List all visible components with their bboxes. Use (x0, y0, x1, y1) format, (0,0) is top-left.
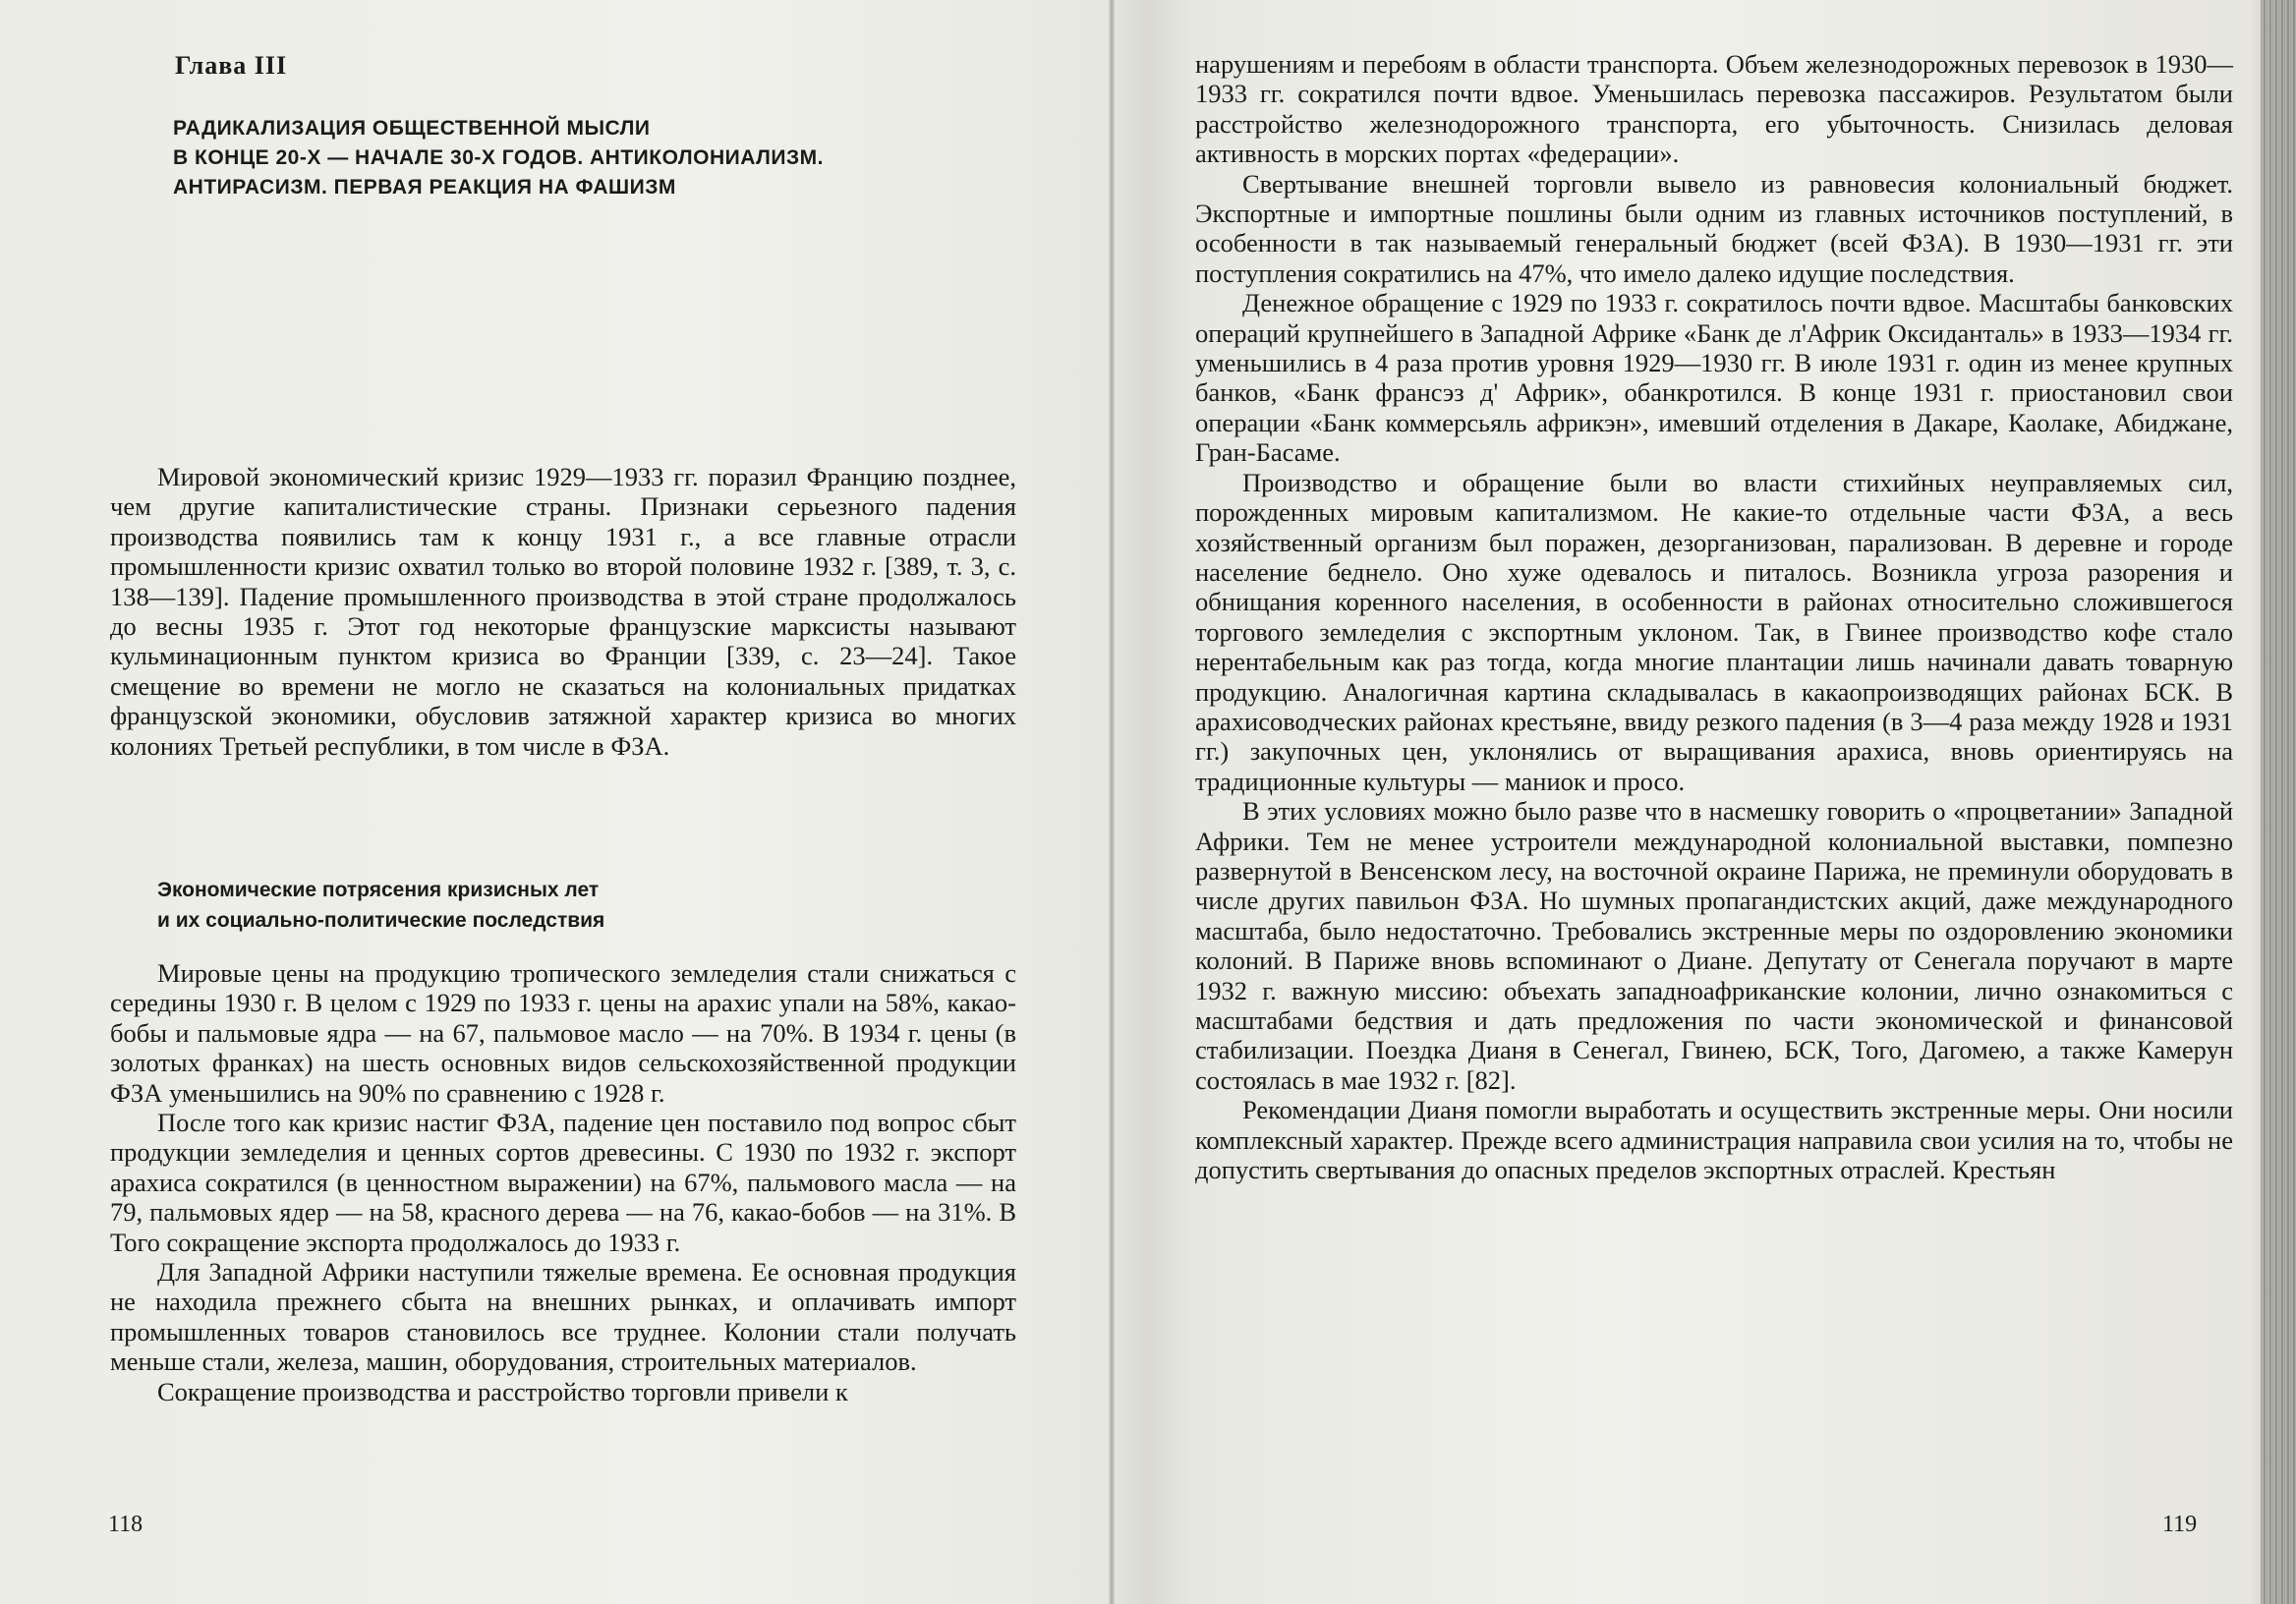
section-heading-line: Экономические потрясения кризисных лет (157, 879, 600, 901)
paragraph: В этих условиях можно было разве что в насмешку говорить о «процветании» Западной Африки. Тем не менее устроители международной колониальной выставки, помпезно развернутой в Венсенском лесу, на восточной окраине Парижа, не преминули оборудовать в числе других павильон ФЗА. Но шумных пропагандистских акций, даже международного масштаба, было недостаточно. Требовались экстренные меры по оздоровлению экономики колоний. В Париже вновь вспоминают о Диане. Депутату от Сенегала поручают в марте 1932 г. важную миссию: объехать западноафриканские колонии, лично ознакомиться с масштабами бедствия и дать предложения по части экономической и финансовой стабилизации. Поездка Дианя в Сенегал, Гвинею, БСК, Того, Дагомею, а также Камерун состоялась в мае 1932 г. [82]. (1195, 796, 2233, 1095)
paragraph: Сокращение производства и расстройство торговли привели к (157, 1376, 848, 1406)
chapter-title-line: РАДИКАЛИЗАЦИЯ ОБЩЕСТВЕННОЙ МЫСЛИ (173, 117, 651, 140)
paragraph: Свертывание внешней торговли вывело из равновесия колониальный бюджет. Экспортные и импортные пошлины были одним из главных источников поступлений, в особенности в так называемый генеральный бюджет (всей ФЗА). В 1930—1931 гг. эти поступления сократились на 47%, что имело далеко идущие последствия. (1195, 168, 2233, 288)
paragraph: Для Западной Африки наступили тяжелые времена. Ее основная продукция не находила прежнего сбыта на внешних рынках, и оплачивать импорт промышленных товаров становилось все труднее. Колонии стали получать меньше стали, железа, машин, оборудования, строительных материалов. (110, 1257, 1016, 1377)
section-heading (157, 875, 845, 936)
page-number: 119 (2162, 1512, 2198, 1537)
chapter-title-line: АНТИРАСИЗМ. ПЕРВАЯ РЕАКЦИЯ НА ФАШИЗМ (173, 176, 676, 199)
paragraph: После того как кризис настиг ФЗА, падение цен поставило под вопрос сбыт продукции земледелия и ценных сортов древесины. С 1930 по 1932 г. экспорт арахиса сократился (в ценностном выражении) на 67%, пальмового масла — на 79, пальмовых ядер — на 58, красного дерева — на 76, какао-бобов — на 31%. В Того сокращение экспорта продолжалось до 1933 г. (110, 1108, 1016, 1257)
chapter-label: Глава III (175, 51, 288, 80)
right-body-text (1195, 49, 2233, 1184)
right-page (1115, 0, 2261, 1604)
section-heading-line: и их социально-политические последствия (157, 909, 605, 932)
left-page (0, 0, 1109, 1604)
intro-text (110, 462, 1016, 761)
paragraph: Денежное обращение с 1929 по 1933 г. сократилось почти вдвое. Масштабы банковских операций крупнейшего в Западной Африке «Банк де л'Африк Оксиданталь» в 1933—1934 гг. уменьшились в 4 раза против уровня 1929—1930 гг. В июле 1931 г. один из менее крупных банков, «Банк франсэз д' Африк», обанкротился. В конце 1931 г. приостановил свои операции «Банк коммерсьяль африкэн», имевший отделения в Дакаре, Каолаке, Абиджане, Гран-Басаме. (1195, 288, 2233, 468)
page-edge-shadow (2261, 0, 2296, 1604)
intro-paragraph: Мировой экономический кризис 1929—1933 гг. поразил Францию позднее, чем другие капиталистические страны. Признаки серьезного падения производства появились там к концу 1931 г., а все главные отрасли промышленности кризис охватил только во второй половине 1932 г. [389, т. 3, с. 138—139]. Падение промышленного производства в этой стране продолжалось до весны 1935 г. Этот год некоторые французские марксисты называют кульминационным пунктом кризиса во Франции [339, с. 23—24]. Такое смещение во времени не могло не сказаться на колониальных придатках французской экономики, обусловив затяжной характер кризиса во многих колониях Третьей республики, в том числе в ФЗА. (110, 462, 1016, 761)
left-body-text (110, 958, 1016, 1406)
paragraph: нарушениям и перебоям в области транспорта. Объем железнодорожных перевозок в 1930—1933 гг. сократился почти вдвое. Уменьшилась перевозка пассажиров. Результатом были расстройство железнодорожного транспорта, его убыточность. Снизилась деловая активность в морских портах «федерации». (1195, 49, 2233, 169)
paragraph: Мировые цены на продукцию тропического земледелия стали снижаться с середины 1930 г. В целом с 1929 по 1933 г. цены на арахис упали на 58%, какао-бобы и пальмовые ядра — на 67, пальмовое масло — на 70%. В 1934 г. цены (в золотых франках) на шесть основных видов сельскохозяйственной продукции ФЗА уменьшились на 90% по сравнению с 1928 г. (110, 958, 1016, 1108)
paragraph: Производство и обращение были во власти стихийных неуправляемых сил, порожденных мировым капитализмом. Не какие-то отдельные части ФЗА, а весь хозяйственный организм был поражен, дезорганизован, парализован. В деревне и городе население беднело. Оно хуже одевалось и питалось. Возникла угроза разорения и обнищания коренного населения, в особенности в районах относительно сложившегося торгового земледелия с экспортным уклоном. Так, в Гвинее производство кофе стало нерентабельным как раз тогда, когда многие плантации лишь начинали давать товарную продукцию. Аналогичная картина складывалась в какаопроизводящих районах БСК. В арахисоводческих районах крестьяне, ввиду резкого падения (в 3—4 раза между 1928 и 1931 гг.) закупочных цен, уклонялись от выращивания арахиса, вновь ориентируясь на традиционные культуры — маниок и просо. (1195, 467, 2233, 796)
chapter-title-line: В КОНЦЕ 20-Х — НАЧАЛЕ 30-Х ГОДОВ. АНТИКОЛОНИАЛИЗМ. (173, 146, 824, 169)
paragraph: Рекомендации Дианя помогли выработать и осуществить экстренные меры. Они носили комплексный характер. Прежде всего администрация направила свои усилия на то, чтобы не допустить свертывания до опасных пределов экспортных отраслей. Крестьян (1195, 1095, 2233, 1185)
chapter-title (173, 114, 940, 202)
page-number: 118 (108, 1512, 144, 1537)
